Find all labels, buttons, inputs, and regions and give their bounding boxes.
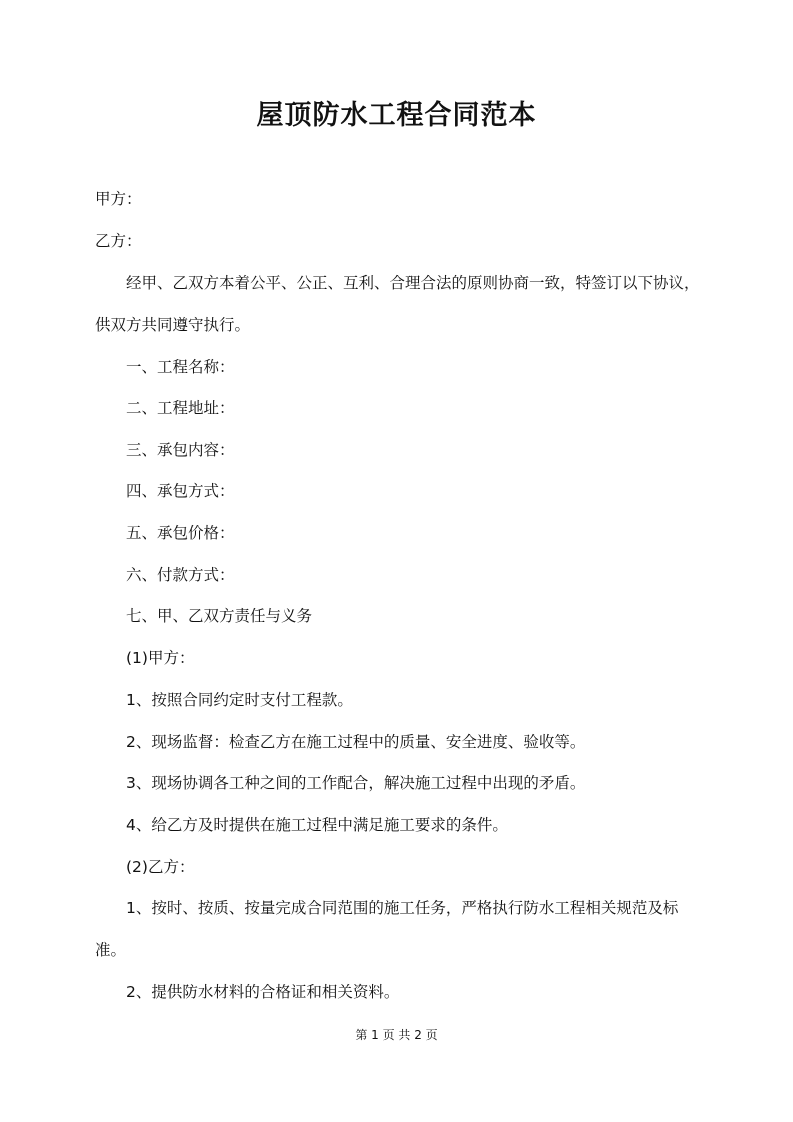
page-number-footer: 第 1 页 共 2 页 [355, 1028, 438, 1042]
party-a-duty-4: 4、给乙方及时提供在施工过程中满足施工要求的条件。 [126, 816, 508, 834]
section-responsibilities: 七、甲、乙双方责任与义务 [126, 607, 313, 625]
section-project-address: 二、工程地址： [126, 399, 235, 417]
party-a-label: 甲方： [95, 190, 142, 208]
intro-paragraph-line-1: 经甲、乙双方本着公平、公正、互利、合理合法的原则协商一致，特签订以下协议， [126, 274, 700, 292]
section-contract-price: 五、承包价格： [126, 524, 235, 542]
party-a-duties-heading: (1)甲方： [126, 649, 195, 667]
party-b-duty-1-line-2: 准。 [95, 941, 127, 959]
intro-paragraph-line-2: 供双方共同遵守执行。 [95, 316, 251, 334]
party-b-label: 乙方： [95, 232, 142, 250]
section-payment-method: 六、付款方式： [126, 566, 235, 584]
party-b-duties-heading: (2)乙方： [126, 858, 195, 876]
document-title: 屋顶防水工程合同范本 [256, 100, 537, 131]
section-contract-method: 四、承包方式： [126, 482, 235, 500]
party-a-duty-3: 3、现场协调各工种之间的工作配合，解决施工过程中出现的矛盾。 [126, 774, 586, 792]
section-contract-scope: 三、承包内容： [126, 441, 235, 459]
party-a-duty-1: 1、按照合同约定时支付工程款。 [126, 691, 353, 709]
party-a-duty-2: 2、现场监督：检查乙方在施工过程中的质量、安全进度、验收等。 [126, 733, 586, 751]
party-b-duty-1-line-1: 1、按时、按质、按量完成合同范围的施工任务，严格执行防水工程相关规范及标 [126, 899, 679, 917]
section-project-name: 一、工程名称： [126, 358, 235, 376]
party-b-duty-2: 2、提供防水材料的合格证和相关资料。 [126, 983, 400, 1001]
